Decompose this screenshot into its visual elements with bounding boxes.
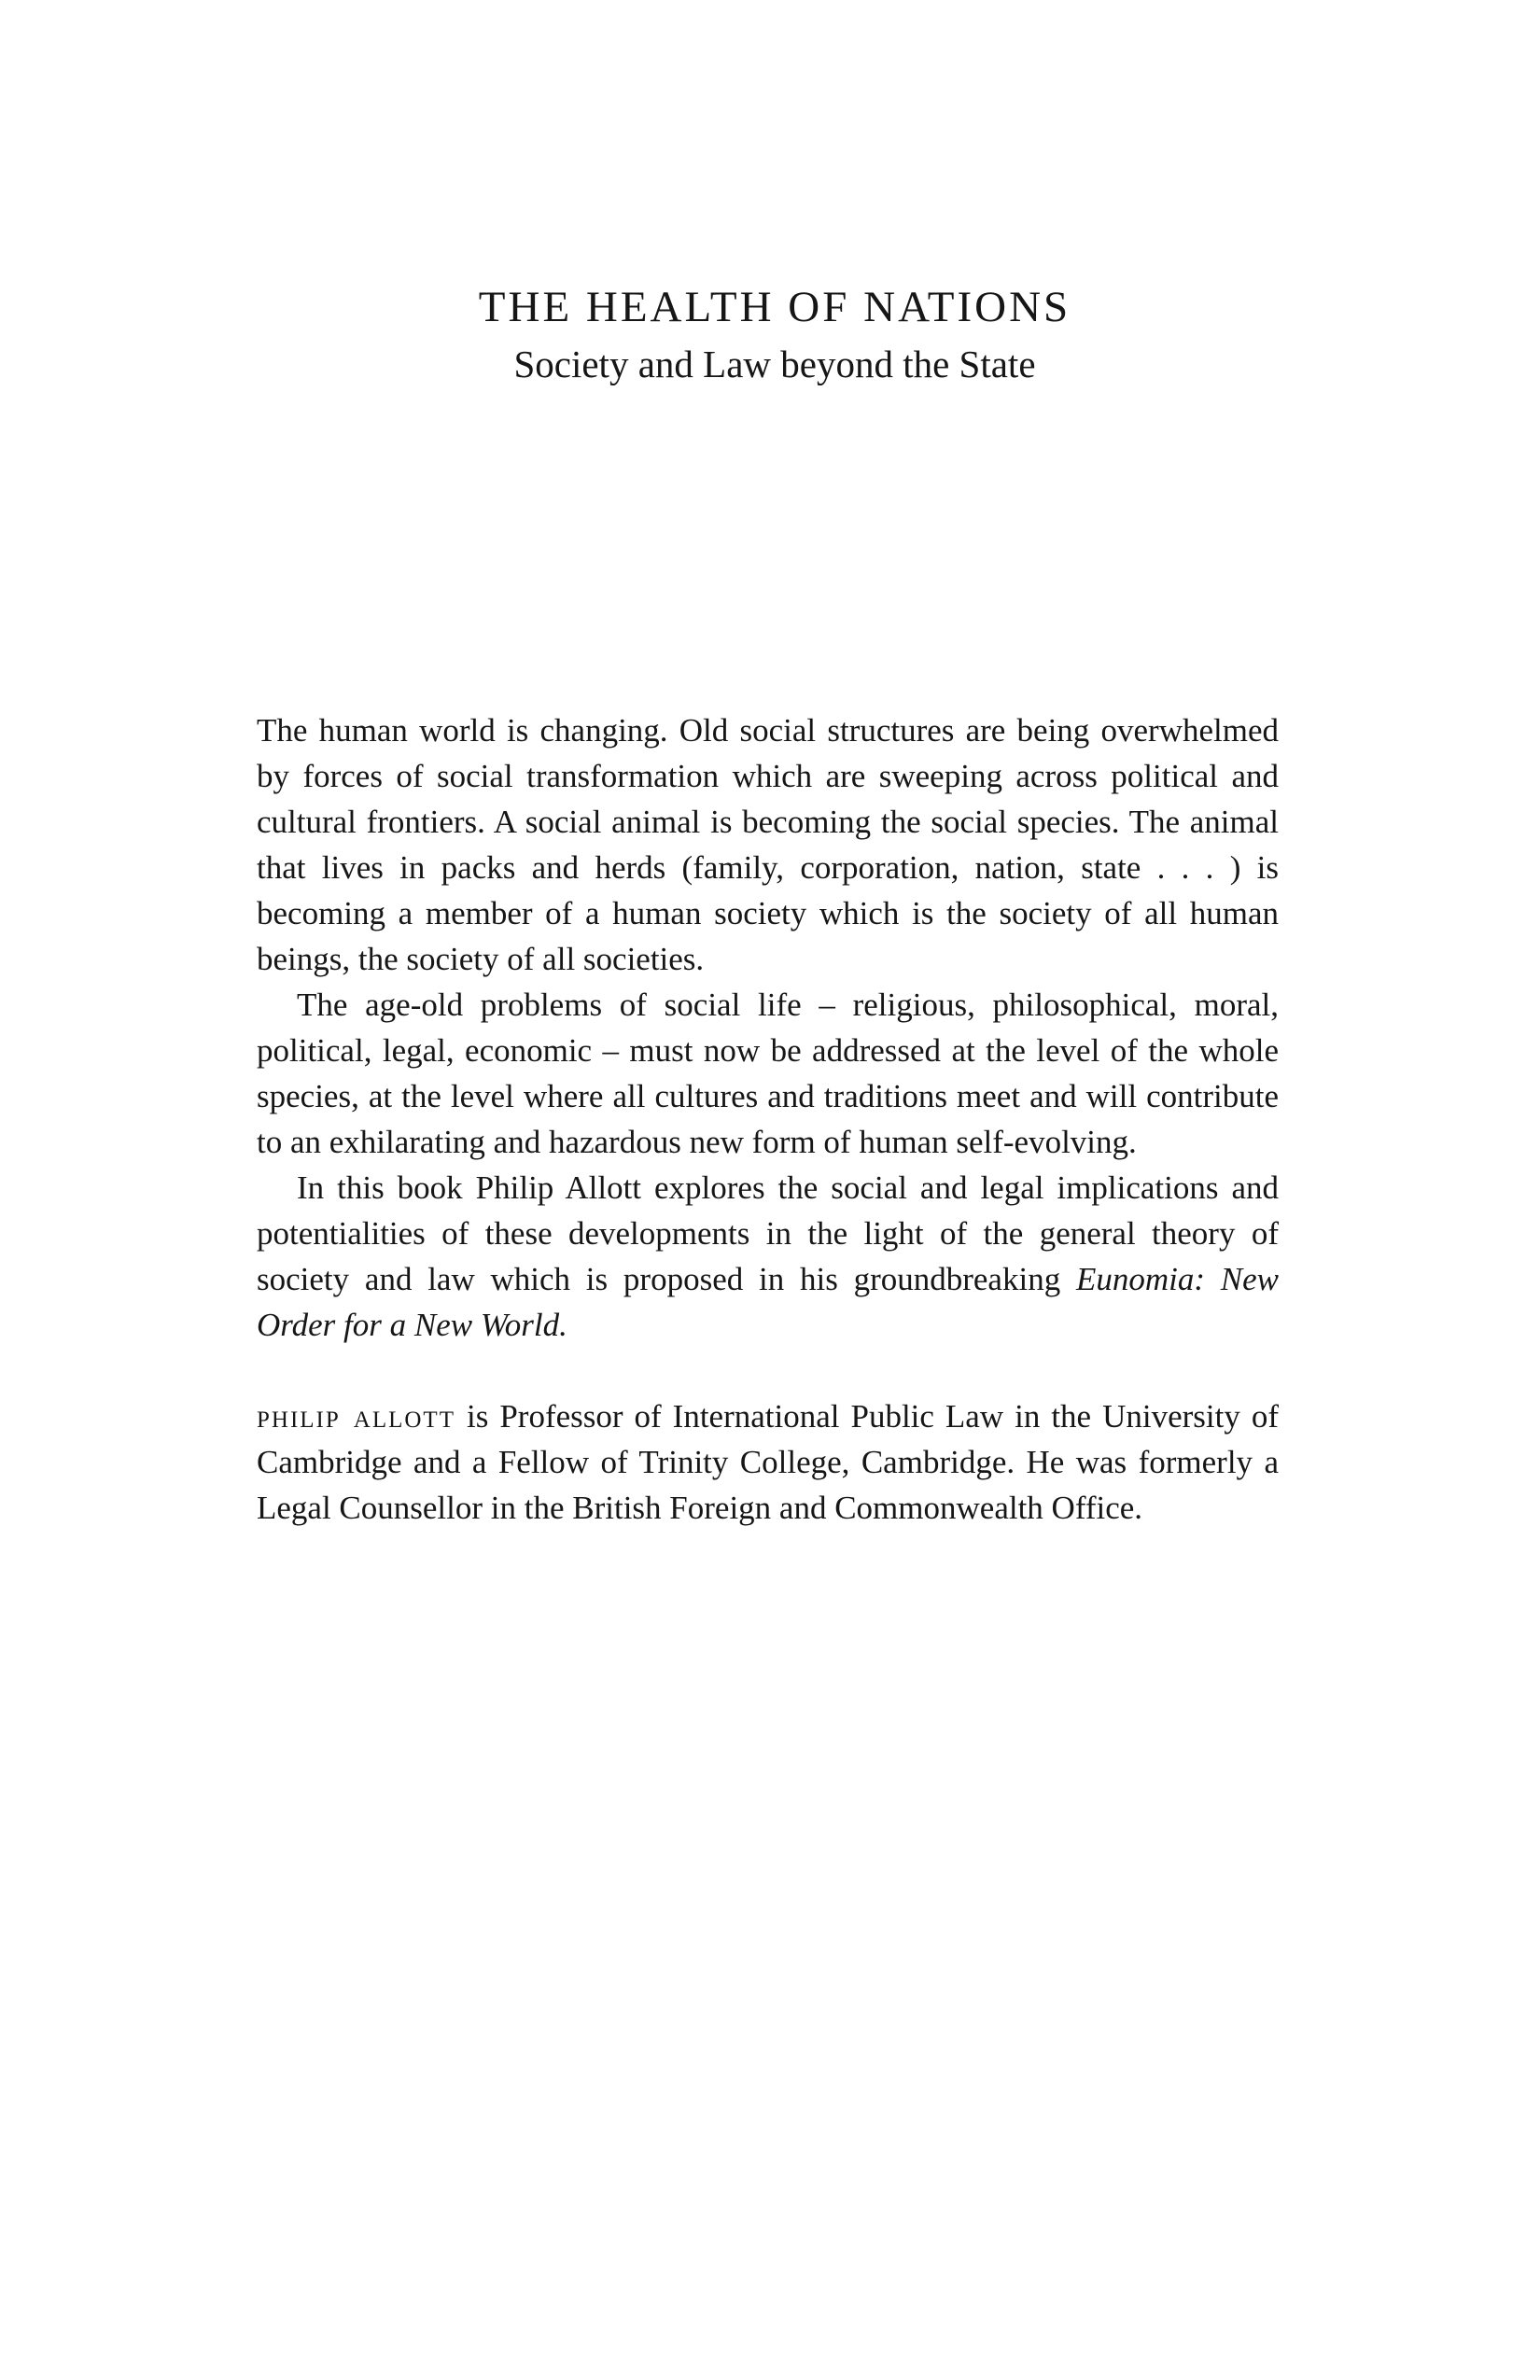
author-bio [257,1393,1279,1531]
blurb-paragraph-3-text: In this book Philip Allott explores the social and legal implications and potentialities of these developments in the light of the general theory of society and law which is proposed in his groundbreaking [257,1169,1279,1297]
blurb-paragraph-3 [257,1165,1279,1348]
title-block [0,278,1540,392]
book-subtitle: Society and Law beyond the State [513,343,1036,385]
book-blurb [257,707,1279,1531]
author-bio-text: is Professor of International Public Law in the University of Cambridge and a Fellow of Trinity College, Cambridge. He was formerly a Legal Counsellor in the British Foreign and Commonwealth Office. [257,1398,1279,1526]
blurb-paragraph-1: The human world is changing. Old social structures are being overwhelmed by forces of social transformation which are sweeping across political and cultural frontiers. A social animal is becoming the social species. The animal that lives in packs and herds (family, corporation, nation, state . . . ) is becoming a member of a human society which is the society of all human beings, the society of all societies. [257,712,1279,977]
referenced-book-title: Eunomia: New Order for a New World. [257,1261,1279,1343]
author-name: philip allott [257,1398,455,1435]
blurb-paragraph-2: The age-old problems of social life – religious, philosophical, moral, political, legal, economic – must now be addressed at the level of the whole species, at the level where all cultures and traditions meet and will contribute to an exhilarating and hazardous new form of human self-evolving. [257,987,1279,1160]
book-title: THE HEALTH OF NATIONS [478,283,1071,331]
